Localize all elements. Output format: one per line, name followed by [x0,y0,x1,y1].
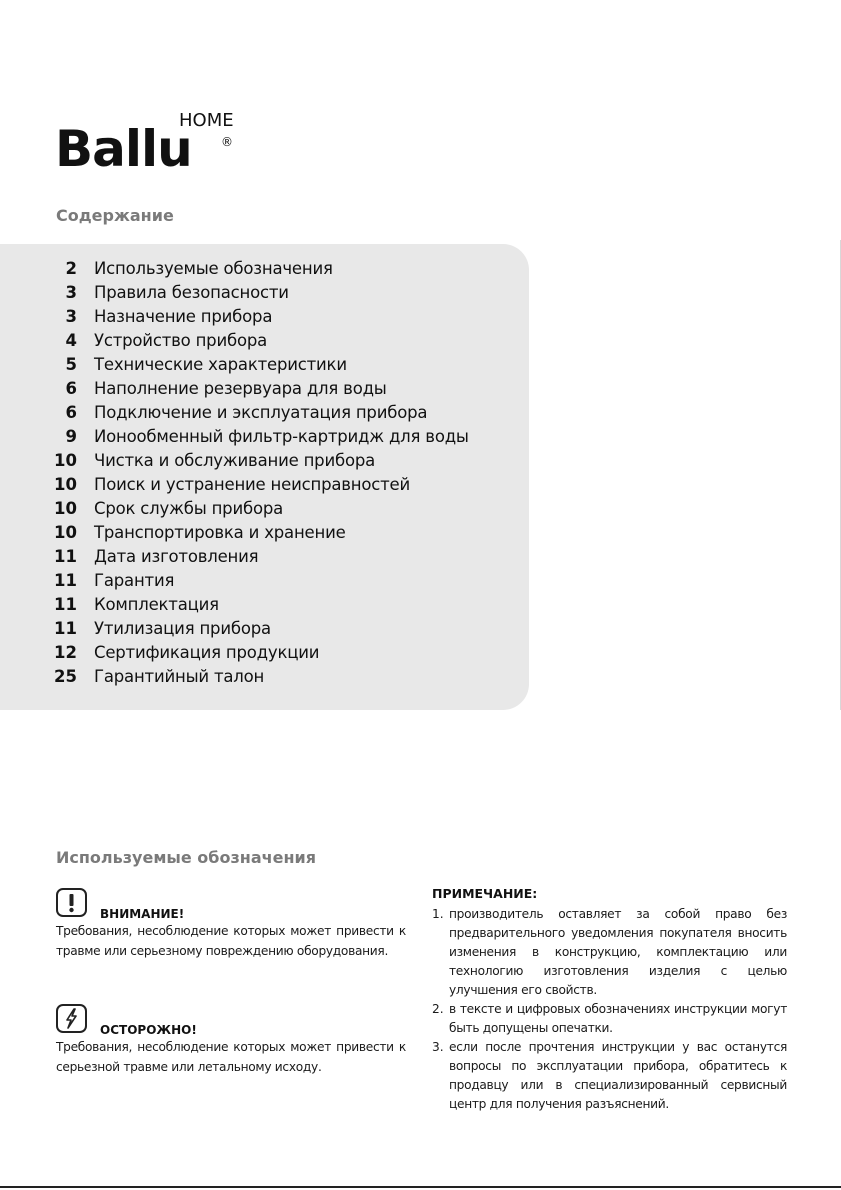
logo-suffix: HOME [179,110,234,131]
note-number: 2. [432,1002,444,1016]
attention-label: ВНИМАНИЕ! [100,907,185,921]
toc-page-number: 6 [65,379,77,398]
note-block [432,884,787,1114]
attention-text: Требования, несоблюдение которых может привести к травме или серьезному повреждению оборудования. [56,924,406,958]
toc-item[interactable] [0,547,520,571]
caution-text: Требования, несоблюдение которых может привести к серьезной травме или летальному исходу. [56,1040,406,1074]
toc-page-number: 11 [54,547,77,566]
toc-item-title: Гарантийный талон [94,667,265,686]
toc-item-title: Комплектация [94,595,219,614]
toc-item[interactable] [0,571,520,595]
toc-item-title: Ионообменный фильтр-картридж для воды [94,427,469,446]
toc-page-number: 6 [65,403,77,422]
toc-page-number: 10 [54,451,77,470]
toc-item[interactable] [0,595,520,619]
note-text: если после прочтения инструкции у вас останутся вопросы по эксплуатации прибора, обратитесь к продавцу или в специализированный сервисный центр для получения разъяснений. [449,1040,787,1111]
toc-item-title: Технические характеристики [94,355,347,374]
caution-label: ОСТОРОЖНО! [100,1023,197,1037]
note-list [432,905,787,1114]
bottom-rule [0,1186,841,1188]
toc-item[interactable] [0,331,520,355]
toc-page-number: 25 [54,667,77,686]
toc-item[interactable] [0,283,520,307]
toc-list [0,259,520,691]
note-item [432,1038,787,1114]
note-number: 1. [432,907,444,921]
caution-block [56,1004,406,1077]
toc-item[interactable] [0,451,520,475]
caution-header [56,1004,406,1044]
toc-page-number: 12 [54,643,77,662]
toc-item-title: Дата изготовления [94,547,259,566]
toc-item-title: Гарантия [94,571,175,590]
toc-item-title: Правила безопасности [94,283,289,302]
attention-header [56,888,406,928]
toc-item[interactable] [0,523,520,547]
toc-item[interactable] [0,643,520,667]
toc-page-number: 9 [65,427,77,446]
toc-item[interactable] [0,619,520,643]
logo-wordmark: Ballu [55,120,192,178]
toc-item[interactable] [0,355,520,379]
toc-item-title: Чистка и обслуживание прибора [94,451,376,470]
toc-item-title: Поиск и устранение неисправностей [94,475,411,494]
toc-page-number: 11 [54,595,77,614]
note-number: 3. [432,1040,444,1054]
toc-page-number: 4 [65,331,77,350]
toc-page-number: 5 [65,355,77,374]
toc-page-number: 11 [54,619,77,638]
symbols-heading: Используемые обозначения [56,848,316,867]
note-item [432,1000,787,1038]
toc-page-number: 2 [65,259,77,278]
toc-item-title: Назначение прибора [94,307,273,326]
toc-item[interactable] [0,307,520,331]
toc-page-number: 3 [65,307,77,326]
exclamation-icon [56,888,87,917]
toc-page-number: 3 [65,283,77,302]
toc-item[interactable] [0,667,520,691]
toc-item-title: Подключение и эксплуатация прибора [94,403,428,422]
registered-mark: ® [221,135,233,149]
note-title: ПРИМЕЧАНИЕ: [432,886,538,901]
toc-item-title: Утилизация прибора [94,619,271,638]
toc-item[interactable] [0,475,520,499]
toc-item[interactable] [0,259,520,283]
toc-item-title: Транспортировка и хранение [94,523,346,542]
lightning-icon [56,1004,87,1033]
attention-block [56,888,406,961]
toc-item-title: Сертификация продукции [94,643,320,662]
toc-page-number: 10 [54,475,77,494]
toc-item-title: Устройство прибора [94,331,268,350]
brand-logo [55,110,245,180]
toc-heading: Содержание [56,206,174,225]
toc-item[interactable] [0,499,520,523]
toc-item-title: Срок службы прибора [94,499,284,518]
note-item [432,905,787,1000]
toc-page-number: 11 [54,571,77,590]
toc-item[interactable] [0,403,520,427]
toc-item-title: Наполнение резервуара для воды [94,379,387,398]
toc-page-number: 10 [54,523,77,542]
toc-page-number: 10 [54,499,77,518]
toc-item-title: Используемые обозначения [94,259,333,278]
note-text: производитель оставляет за собой право без предварительного уведомления покупателя вносить изменения в конструкцию, комплектацию или технологию изготовления изделия с целью улучшения его свойств. [449,907,787,997]
toc-item[interactable] [0,379,520,403]
toc-item[interactable] [0,427,520,451]
note-text: в тексте и цифровых обозначениях инструкции могут быть допущены опечатки. [449,1002,787,1035]
